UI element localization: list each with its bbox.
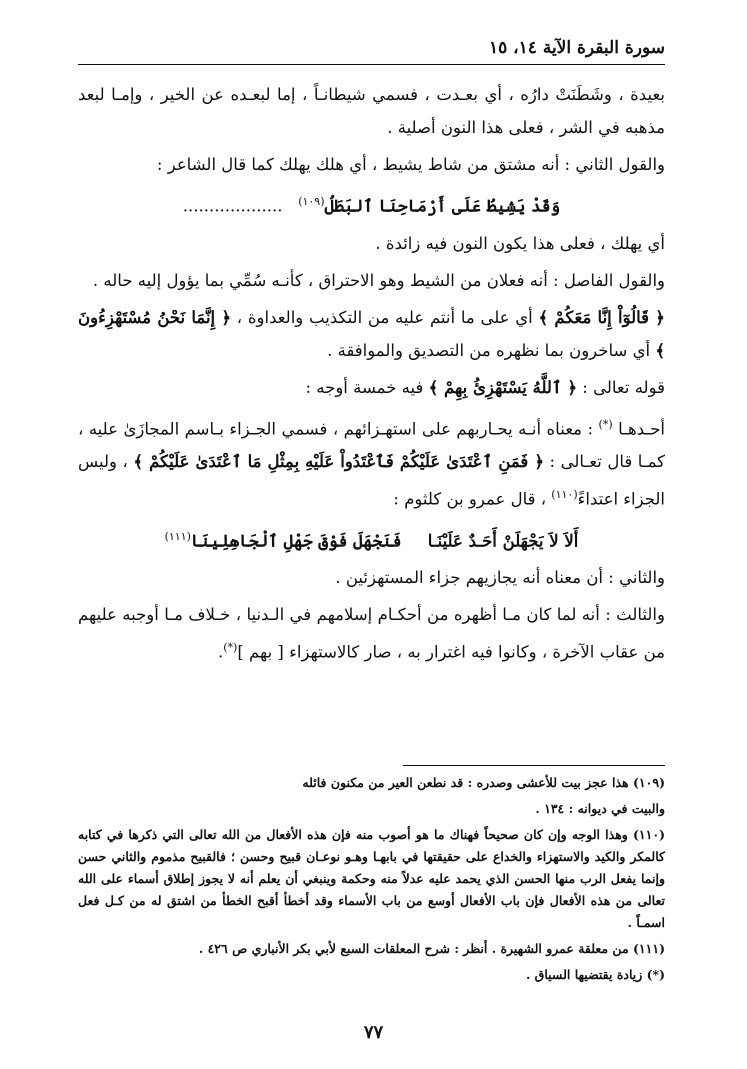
footnote-109-line-1: (١٠٩) هذا عجز بيت للأعشى وصدره : قد نطعن العير من مكنون فائله (302, 775, 665, 790)
footnote-ref-star-2: (*) (223, 641, 238, 654)
paragraph-3: أي يهلك ، فعلى هذا يكون النون فيه زائدة . (375, 233, 665, 253)
paragraph-5-text-1: أي على ما أنتم عليه من التكذيب والعداوة ، (231, 307, 539, 327)
paragraph-2: والقول الثاني : أنه مشتق من شاط يشيط ، أي هلك يهلك كما قال الشاعر : (156, 155, 665, 174)
footnote-ref-109: (١٠٩) (298, 195, 325, 208)
running-header (78, 36, 665, 65)
verse-2 (78, 520, 665, 558)
paragraph-6-text-1: قوله تعالى : (577, 377, 665, 397)
header-title: سورة البقرة الآية ١٤، ١٥ (488, 38, 665, 58)
paragraph-6-text-2: فيه خمسة أوجه : (305, 377, 429, 397)
paragraph-9 (78, 598, 665, 669)
footnote-ref-110: (١١٠) (551, 488, 578, 501)
paragraph-7 (78, 408, 665, 516)
footnote-110: (١١٠) وهذا الوجه وإن كان صحيحاً فهناك ما هو أصوب منه فإن هذه الأفعال من الله تعالى التي ذكرها في كتابه كالمكر والكيد والاستهزاء والخداع على حقيقتها في بابهـا وهـو نوعـان قبيح وحسن ؛ فالقبيح مذموم والثاني حسن وإنما يفعل الرب منها الحسن الذي يحمد عليه عدلاً منه وحكمة وينبغي أن يعلم أنه لا يجوز إطلاق أسماء على الله تعالى من هذه الأفعال فإن باب الأفعال أوسع من باب الأسماء وقد أخطأ أقبح الخطأ من اشتق له من كـل فعل اسمـاً . (78, 827, 665, 930)
footnote-111: (١١١) من معلقة عمرو الشهيرة . أنظر : شرح المعلقات السبع لأبي بكر الأنباري ص ٤٢٦ . (198, 941, 665, 956)
footnote-divider (403, 765, 665, 766)
footnote-ref-star-1: (*) (598, 417, 613, 431)
verse-1-dots: ................... (182, 196, 283, 216)
paragraph-5 (78, 301, 665, 367)
paragraph-7-text-4: ، قال عمرو بن كلثوم : (393, 489, 552, 509)
paragraph-1: بعيدة ، وشَطَنَتْ دارُه ، أي بعـدت ، فسمي شيطانـاً ، إما لبعـده عن الخير ، وإمـا لبعد مذهبه في الشر ، فعلى هذا النون أصلية . (78, 85, 665, 137)
footnotes (78, 772, 665, 990)
quran-quote-1: ﴿ قَالُوٓاْ إِنَّا مَعَكُمْ ﴾ (538, 307, 665, 327)
paragraph-7-text-3: ، وليس الجزاء اعتداءً (78, 452, 665, 509)
paragraph-7-text-2: : معناه أنـه يحـاربهم على استهـزائهم ، فسمي الجـزاء بـاسم المجازَىٰ عليه ، كمـا قال تعـالى : (78, 419, 666, 471)
quran-quote-4: ﴿ فَمَنِ ٱعْتَدَىٰ عَلَيْكُمْ فَٱعْتَدُواْ عَلَيْهِ بِمِثْلِ مَا ٱعْتَدَىٰ عَلَيْكُمْ ﴾ (133, 452, 545, 471)
quran-quote-3: ﴿ ٱللَّهُ يَسْتَهْزِئُ بِهِمْ ﴾ (428, 377, 578, 397)
paragraph-9-text-2: . (217, 642, 224, 662)
paragraph-8: والثاني : أن معناه أنه يجازيهم جزاء المستهزئين . (335, 568, 665, 587)
verse-2-first-hemistich: أَلاَ لاَ يَجْهَلَنْ أَحَـدٌ عَلَيْنَـا (427, 531, 579, 550)
footnote-ref-111: (١١١) (164, 529, 191, 543)
page-number: ٧٧ (363, 1022, 384, 1043)
verse-2-second-hemistich: فَنَجْهَلَ فَوْقَ جَهْلِ ٱلْجَاهِلِينَا (190, 531, 402, 550)
paragraph-7-text-1: أحـدهـا (612, 419, 665, 438)
paragraph-5-text-2: أي ساخرون بما نظهره من التصديق والموافقة . (327, 340, 656, 360)
footnote-star: (*) زيادة يقتضيها السياق . (525, 967, 665, 982)
paragraph-9-text-1: والثالث : أنه لما كان مـا أظهره من أحكـام إسلامهم في الـدنيا ، خـلاف مـا أوجبه عليهم من عقاب الآخرة ، وكانوا فيه اغترار به ، صار كالاستهزاء [ بهم ] (78, 605, 665, 662)
footnote-109-line-2: والبيت في ديوانه : ١٣٤ . (535, 801, 665, 816)
verse-1 (78, 185, 665, 223)
verse-1-text: وَقَدْ يَشِيطُ عَلَى أَرْمَاحِنَا ٱلبَطَلُ (324, 196, 561, 216)
paragraph-4: والقول الفاصل : أنه فعلان من الشيط وهو الاحتراق ، كأنـه سُمِّي بما يؤول إليه حاله . (92, 270, 665, 290)
main-text (78, 78, 665, 673)
paragraph-6 (78, 371, 665, 404)
quran-quote-2: ﴿ إِنَّمَا نَحْنُ مُسْتَهْزِءُونَ ﴾ (78, 307, 665, 360)
